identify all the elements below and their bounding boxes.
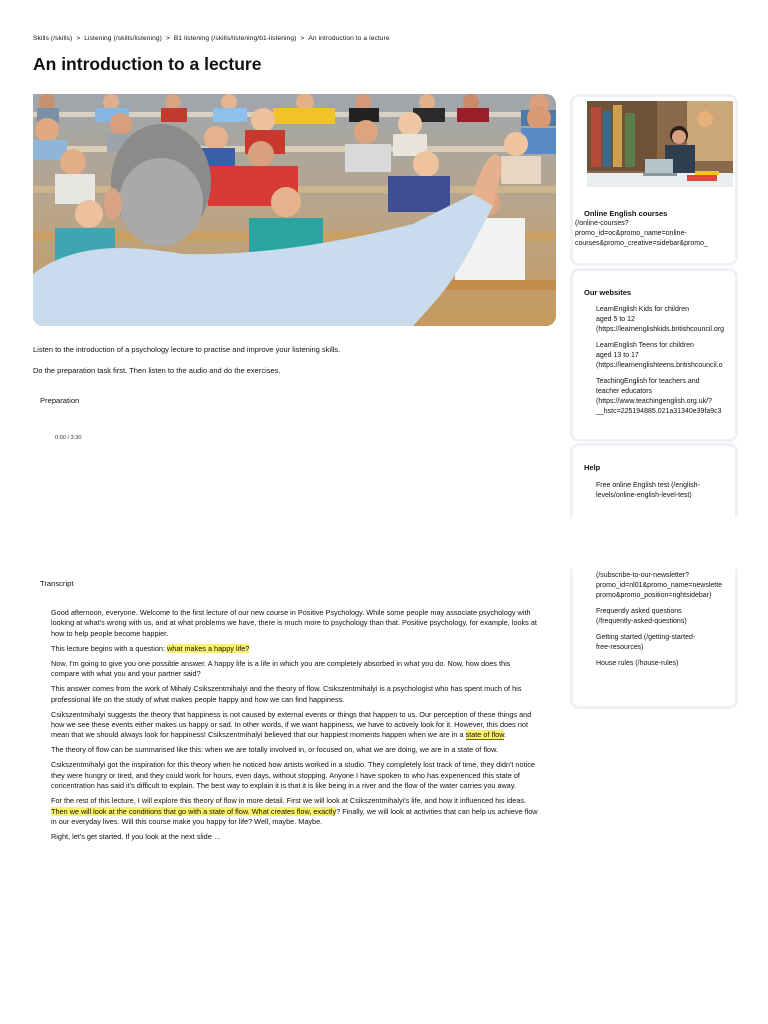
breadcrumb-separator: >	[300, 35, 305, 42]
breadcrumb-separator: >	[165, 35, 170, 42]
link-text: TeachingEnglish for teachers and	[596, 378, 700, 385]
our-websites-card	[570, 268, 738, 442]
page-title: An introduction to a lecture	[33, 54, 262, 74]
link-url-line: courses&promo_creative=sidebar&promo_	[575, 240, 708, 247]
transcript-paragraph: Good afternoon, everyone. Welcome to the first lecture of our new course in Positive Psychology. While some people may associate psychology with looking at what's wrong with us, and at what problems we have, there is much more to psychology than that. Positive psychology, for example, looks at how to help people become happier.	[51, 608, 537, 638]
link-text: LearnEnglish Kids for children	[596, 306, 689, 313]
link-url: promo&promo_position=rightsidebar)	[596, 592, 712, 599]
link-text: aged 5 to 12	[596, 316, 635, 323]
transcript-paragraph: Now, I'm going to give you one possible answer. A happy life is a life in which you are completely absorbed in what you do. Now, how does this compare with what you and your partner said?	[51, 658, 511, 679]
sidebar-render-gap	[566, 517, 738, 569]
breadcrumb-link-skills[interactable]: Skills (/skills)	[33, 35, 73, 42]
transcript-text: For the rest of this lecture, I will explore this theory of flow in more detail. First we will look at Csikszentmihalyi's life, and how it influenced his ideas.	[51, 796, 527, 806]
transcript-paragraph	[51, 710, 538, 741]
link-url-line: promo_id=oc&promo_name=online-	[575, 230, 687, 237]
preparation-toggle[interactable]: Preparation	[40, 396, 80, 405]
link-url: (/frequently-asked-questions)	[596, 618, 687, 625]
audio-player-time[interactable]: 0:00 / 3:30	[55, 435, 82, 441]
websites-list	[596, 305, 724, 423]
transcript-paragraph: Right, let's get started. If you look at the next slide …	[51, 832, 222, 842]
breadcrumb-link-listening[interactable]: Listening (/skills/listening)	[84, 35, 162, 42]
intro-text: Listen to the introduction of a psychology lecture to practise and improve your listening skills.	[33, 345, 341, 354]
link-url: __hstc=225194885.021a31340e39fa9c3	[596, 408, 722, 415]
link-url: levels/online-english-level-test)	[596, 492, 692, 499]
link-url-line: (/online-courses?	[575, 220, 629, 227]
link-text: LearnEnglish Teens for children	[596, 342, 694, 349]
online-courses-title[interactable]: Online English courses	[584, 209, 668, 218]
highlighted-phrase: Then we will look at the conditions that go with a state of flow. What creates flow, exactly	[51, 806, 337, 816]
link-url: (/subscribe-to-our-newsletter?	[596, 572, 689, 579]
link-text: Getting started (/getting-started-	[596, 634, 696, 641]
link-url: (https://www.teachingenglish.org.uk/?	[596, 398, 712, 405]
transcript-body	[51, 608, 538, 847]
help-list	[596, 481, 722, 675]
help-link-getting-started[interactable]	[596, 633, 722, 653]
transcript-paragraph: Csikszentmihalyi got the inspiration for this theory when he noticed how artists worked in a studio. They completely lost track of time, they didn't notice they were hungry or tired, and they could work for hours, even days, without stopping. Anyone I have spoken to who has experienced this state of concentration has said it's difficult to explain. The best way to explain it is that it is like being in a river and the flow of the water carries you away.	[51, 760, 535, 791]
link-url: promo_id=nl01&promo_name=newslette	[596, 582, 723, 589]
help-link-faq[interactable]	[596, 607, 722, 627]
transcript-text: ? Finally, we will look at activities that can help us achieve flow in our everyday lives. Will this course make you happy for life? Well, maybe. Maybe.	[51, 806, 538, 827]
help-card	[570, 443, 738, 709]
breadcrumb-current: An introduction to a lecture	[308, 35, 390, 42]
website-link-teachingenglish[interactable]	[596, 377, 724, 417]
transcript-text: .	[504, 730, 507, 740]
website-link-learnenglish-teens[interactable]	[596, 341, 724, 371]
online-courses-card[interactable]	[570, 94, 738, 266]
transcript-toggle[interactable]: Transcript	[40, 579, 74, 588]
highlighted-phrase: state of flow	[465, 730, 505, 740]
website-link-learnenglish-kids[interactable]	[596, 305, 724, 335]
transcript-text: Csikszentmihalyi suggests the theory that happiness is not caused by external events or things that happen to us. Our perception of these things and how we see these events either makes us happy or sad. In other words, if we want happiness, we have to actively look for it. However, this does not mean that we should always look for happiness! Csikszentmihalyi believed that our happiest moments happen when we are in a	[51, 709, 532, 740]
link-url: (https://learnenglishteens.britishcouncil.o	[596, 362, 723, 369]
link-url: free-resources)	[596, 644, 644, 651]
help-link-house-rules[interactable]	[596, 659, 722, 669]
link-text: House rules (/house-rules)	[596, 660, 679, 667]
breadcrumb-separator: >	[76, 35, 81, 42]
breadcrumb-link-b1-listening[interactable]: B1 listening (/skills/listening/b1-listening)	[173, 35, 297, 42]
transcript-paragraph	[51, 796, 538, 827]
link-text: Free online English test (/english-	[596, 482, 700, 489]
link-text: aged 13 to 17	[596, 352, 639, 359]
help-link-level-test[interactable]	[596, 481, 722, 501]
link-text: teacher educators	[596, 388, 653, 395]
transcript-paragraph: This answer comes from the work of Mihaly Csikszentmihalyi and the theory of flow. Csikszentmihalyi is a psychologist who has spent much of his professional life on the study of what makes people happy and how we can find happiness.	[51, 684, 522, 704]
transcript-text: This lecture begins with a question:	[51, 643, 168, 653]
transcript-paragraph	[51, 644, 538, 654]
highlighted-phrase: what makes a happy life?	[167, 643, 250, 653]
breadcrumb	[33, 35, 390, 42]
online-courses-link[interactable]	[575, 219, 738, 249]
student-laptop-image	[587, 101, 733, 197]
instructions-text: Do the preparation task first. Then listen to the audio and do the exercises.	[33, 366, 281, 375]
link-text: Frequently asked questions	[596, 608, 682, 615]
lecture-hall-hero-image	[33, 94, 556, 326]
our-websites-heading: Our websites	[584, 288, 632, 297]
help-heading: Help	[584, 463, 601, 472]
link-url: (https://learnenglishkids.britishcouncil.org	[596, 326, 725, 333]
transcript-paragraph: The theory of flow can be summarised like this: when we are totally involved in, or focused on, what we are doing, we are in a state of flow.	[51, 745, 498, 755]
